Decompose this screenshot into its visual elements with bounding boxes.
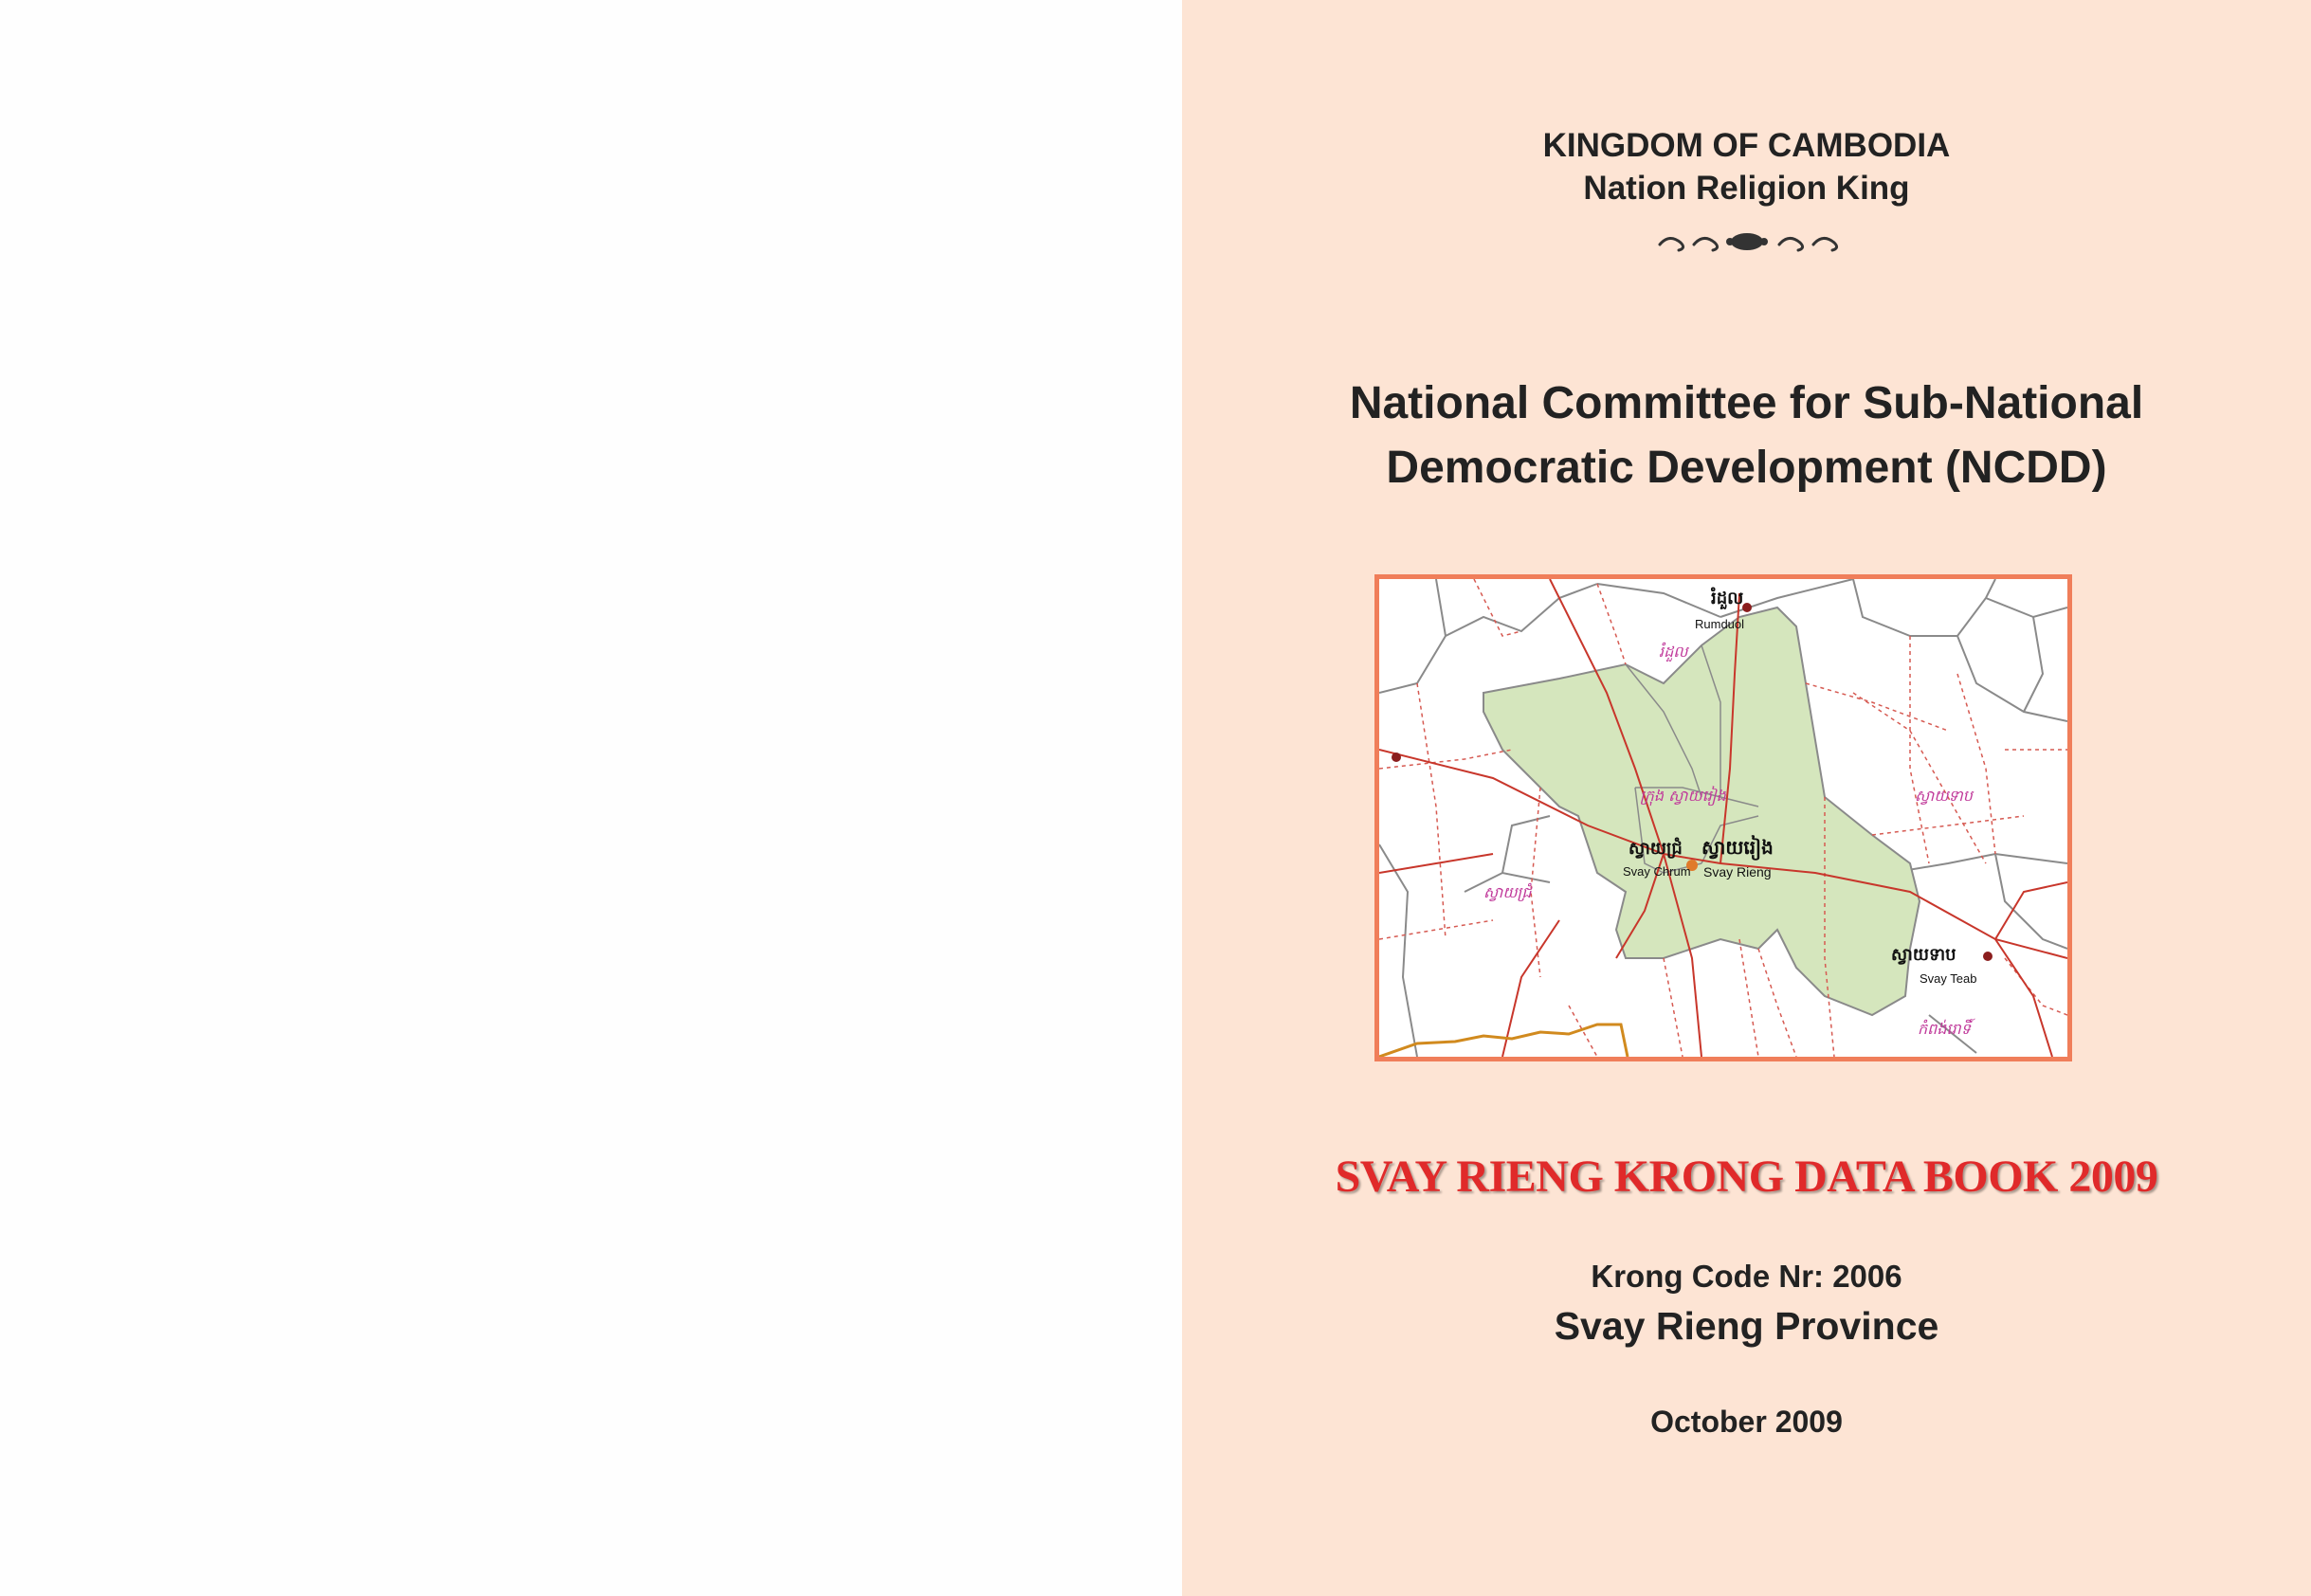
label-krong: ក្រុង ស្វាយរៀង: [1640, 787, 1726, 805]
krong-code: Krong Code Nr: 2006: [1591, 1259, 1902, 1294]
label-rumduol-district: រំដួល: [1659, 643, 1688, 661]
ornament-divider: [1182, 226, 2311, 263]
label-svay-chrum-kh: ស្វាយជ្រំ: [1629, 839, 1683, 859]
organization-line-2: Democratic Development (NCDD): [1386, 443, 2107, 493]
label-svay-rieng-kh: ស្វាយរៀង: [1701, 836, 1774, 859]
label-kampong-ro: កំពង់រោទិ៍: [1918, 1020, 1971, 1038]
label-svay-teab-kh: ស្វាយទាប: [1891, 945, 1956, 965]
label-svay-rieng-en: Svay Rieng: [1703, 864, 1772, 880]
publication-date: October 2009: [1650, 1405, 1843, 1439]
map-graphic: [1379, 579, 2067, 1057]
kingdom-heading: KINGDOM OF CAMBODIA: [1542, 127, 1951, 164]
label-rumduol-en: Rumduol: [1695, 617, 1745, 631]
cover-page: [1182, 0, 2311, 1596]
ornament-icon: [1652, 226, 1842, 258]
label-svay-teab-en: Svay Teab: [1920, 971, 1977, 986]
national-motto: Nation Religion King: [1583, 170, 1910, 207]
organization-title: [1182, 372, 2311, 500]
organization-line-1: National Committee for Sub-National: [1349, 378, 2144, 428]
west-town-marker: [1392, 753, 1401, 762]
province-name: Svay Rieng Province: [1554, 1304, 1939, 1348]
label-svay-chrum-district: ស្វាយជ្រំ: [1483, 883, 1532, 901]
book-title: SVAY RIENG KRONG DATA BOOK 2009: [1335, 1152, 2158, 1202]
label-rumduol-kh: រំដួល: [1711, 589, 1744, 608]
svay-teab-marker: [1983, 952, 1993, 961]
label-svay-chrum-en: Svay Chrum: [1623, 864, 1691, 879]
krong-map: [1374, 574, 2072, 1061]
rumduol-marker: [1742, 603, 1752, 612]
label-svay-teab-district: ស្វាយទាប: [1915, 787, 1973, 805]
